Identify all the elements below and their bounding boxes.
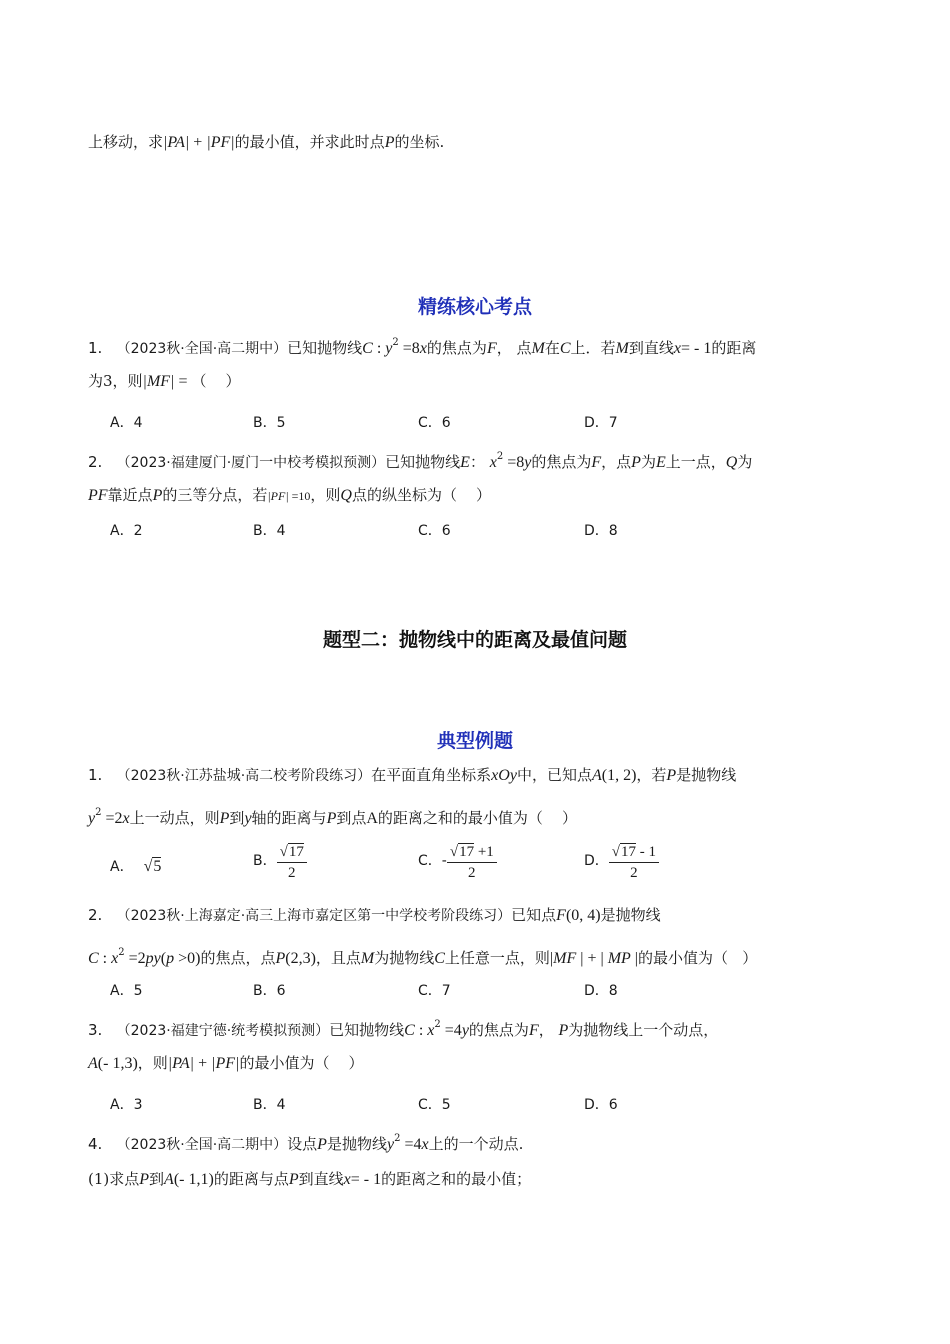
- example-3-line-2: A(- 1,3)，则|PA| + |PF|的最小值为（ ）: [88, 1054, 364, 1072]
- option-b[interactable]: B． $\frac{√17}{2}$: [253, 842, 307, 883]
- example-4-line-1: 4. （2023秋·全国·高二期中）设点P是抛物线$y^2 =4x$上的一个动点.: [88, 1133, 524, 1153]
- option-a[interactable]: A． √5: [110, 858, 162, 875]
- example-1-line-1: 1. （2023秋·江苏盐城·高二校考阶段练习）在平面直角坐标系xOy中，已知点A(1, 2)，若P是抛物线: [88, 766, 737, 784]
- option-c[interactable]: C．6: [418, 415, 451, 431]
- option-b[interactable]: B．4: [253, 523, 286, 539]
- example-2-line-1: 2. （2023秋·上海嘉定·高三上海市嘉定区第一中学校考阶段练习）已知点F(0, 4)是抛物线: [88, 906, 661, 924]
- option-a[interactable]: A．2: [110, 523, 143, 539]
- question-1-line-2: 为3，则|MF| = （ ）: [88, 372, 241, 390]
- option-d[interactable]: D． $\frac{√17 - 1}{2}$: [584, 842, 659, 883]
- example-1-line-2: $y^2 =2x$上一动点，则P到y轴的距离与P到点A的距离之和的最小值为（ ）: [88, 807, 577, 827]
- option-c[interactable]: C．7: [418, 983, 451, 999]
- example-1-options: [110, 842, 810, 888]
- question-2-line-2: PF靠近点P的三等分点，若|PF| =10，则Q点的纵坐标为（ ）: [88, 486, 492, 504]
- section-title-type-two: 题型二：抛物线中的距离及最值问题: [322, 629, 627, 651]
- option-a[interactable]: A．4: [110, 415, 143, 431]
- option-d[interactable]: D．7: [584, 415, 618, 431]
- section-title-core-practice: 精练核心考点: [417, 296, 532, 318]
- option-b[interactable]: B．5: [253, 415, 286, 431]
- continuation-line: 上移动，求|PA| + |PF|的最小值，并求此时点P的坐标.: [88, 133, 445, 151]
- option-a[interactable]: A．5: [110, 983, 143, 999]
- option-d[interactable]: D．8: [584, 983, 618, 999]
- option-b[interactable]: B．4: [253, 1097, 286, 1113]
- question-1-line-1: 1. （2023秋·全国·高二期中）已知抛物线C : $y^2 =8x$的焦点为F， 点M在C上．若M到直线x= - 1的距离: [88, 337, 757, 357]
- question-2-line-1: 2. （2023·福建厦门·厦门一中校考模拟预测）已知抛物线E： $x^2 =8y$的焦点为F，点P为E上一点，Q为: [88, 451, 753, 471]
- option-b[interactable]: B．6: [253, 983, 286, 999]
- example-4-line-2: (1)求点P到A(- 1,1)的距离与点P到直线x= - 1的距离之和的最小值；: [88, 1170, 532, 1188]
- option-d[interactable]: D．6: [584, 1097, 618, 1113]
- section-title-typical-examples: 典型例题: [436, 730, 513, 752]
- example-3-line-1: 3. （2023·福建宁德·统考模拟预测）已知抛物线C : $x^2 =4y$的焦点为F， P为抛物线上一个动点，: [88, 1019, 719, 1039]
- option-d[interactable]: D．8: [584, 523, 618, 539]
- option-c[interactable]: C．- $\frac{√17 +1}{2}$: [418, 842, 497, 883]
- option-c[interactable]: C．5: [418, 1097, 451, 1113]
- option-a[interactable]: A．3: [110, 1097, 143, 1113]
- example-2-line-2: C : $x^2 =2py(p >0)$的焦点，点P(2,3)，且点M为抛物线C上任意一点，则|MF | + | MP |的最小值为（ ）: [88, 947, 758, 967]
- option-c[interactable]: C．6: [418, 523, 451, 539]
